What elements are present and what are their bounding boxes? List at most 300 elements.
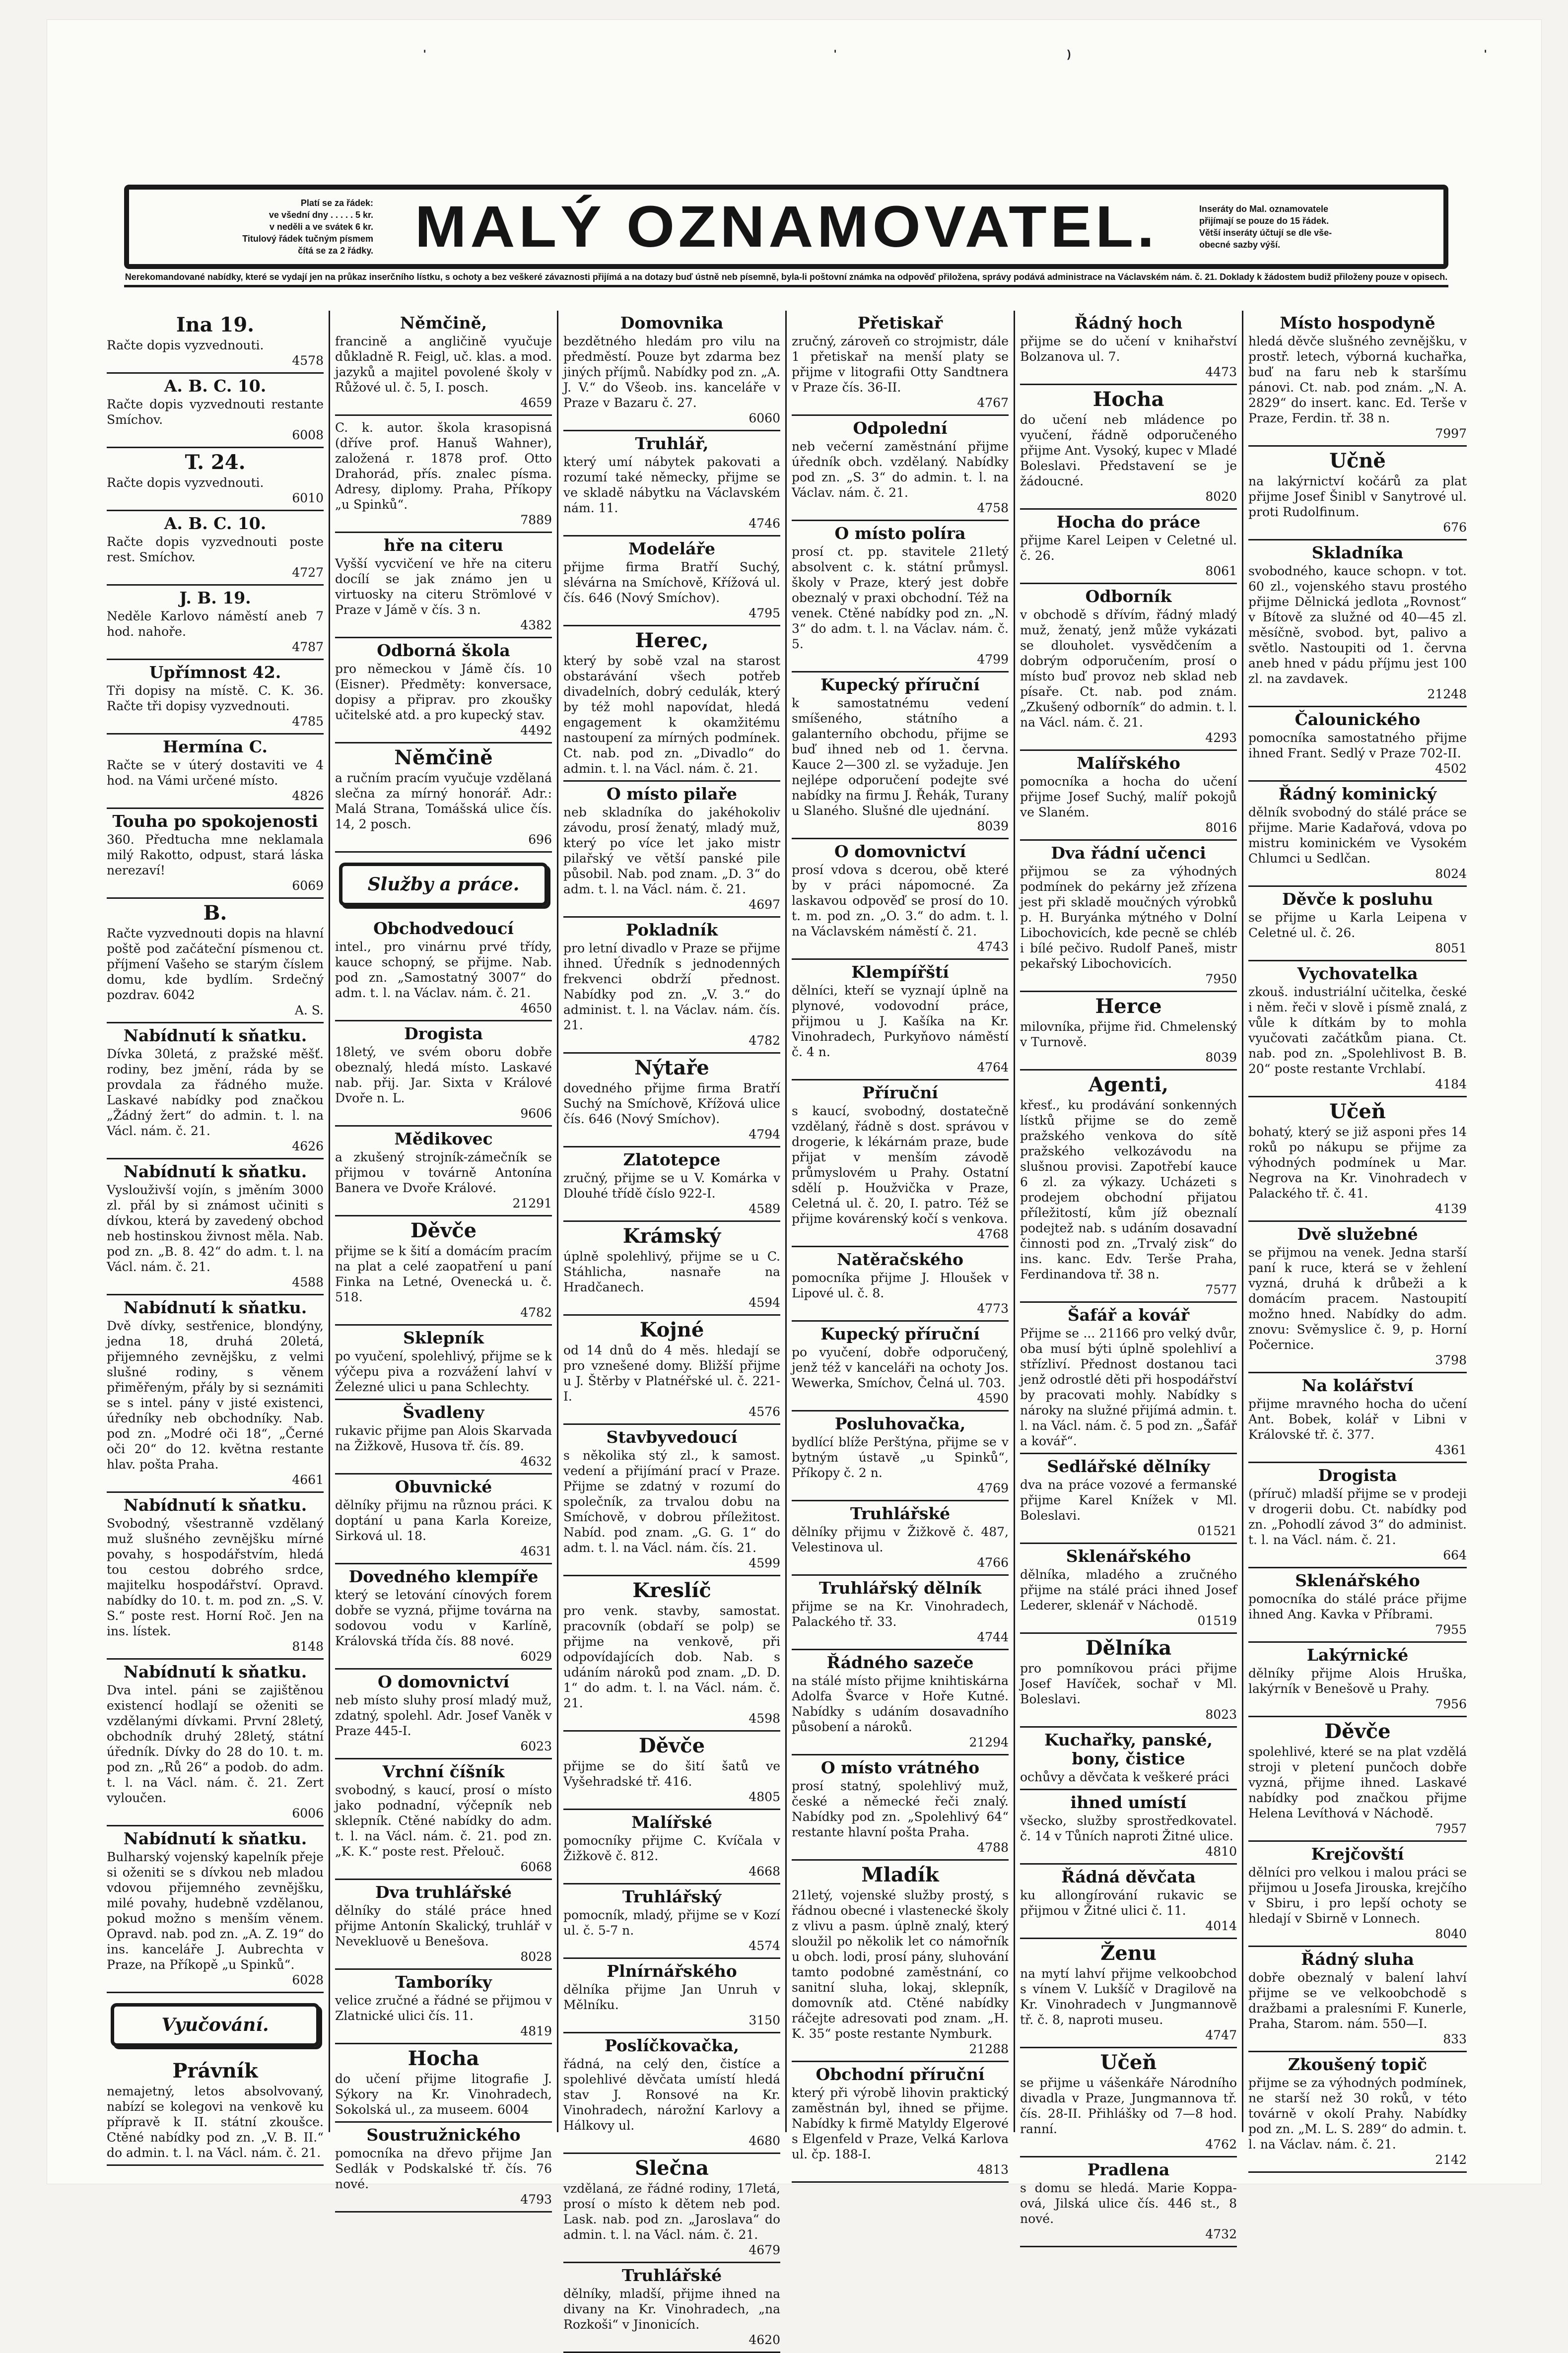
- classified-ad: [107, 311, 324, 374]
- ad-title: Obchodvedoucí: [373, 919, 514, 938]
- classified-ad: [1248, 1717, 1467, 1842]
- ad-reference-number: 4632: [520, 1454, 552, 1469]
- ad-body: Račte dopis vyzvednouti poste rest. Smíchov.: [107, 535, 324, 564]
- ad-reference-number: 8039: [1205, 1050, 1237, 1065]
- ad-reference-number: 4578: [292, 353, 324, 368]
- ad-body: intel., pro vinárnu prvé třídy, kauce schopný, se přijme. Nab. pod zn. „Samostatný 3007“ do adm. t. l. na Václav. nám. č. 21.: [335, 940, 552, 1000]
- classified-ad: [1248, 707, 1467, 782]
- ad-body: přijme se k šití a domácím pracím na plat a celé zaopatření u paní Finka na Letné, Ovenecká u. č. 518.: [335, 1244, 552, 1304]
- ad-title: Vrchní číšník: [382, 1762, 505, 1781]
- ad-reference-number: 6068: [520, 1860, 552, 1874]
- ad-body: na stálé místo přijme knihtiskárna Adolfa Švarce v Hoře Kutné. Nabídky s udáním dosavadního působení a nároků.: [792, 1674, 1009, 1734]
- classified-ad: [335, 311, 552, 416]
- ad-title: Učeň: [1329, 1100, 1386, 1123]
- ad-title: Dva truhlářské: [375, 1882, 512, 1902]
- ad-body: křesť., ku prodávání sonkenných lístků přijme se do země pražského venkova do sítě pražského velkozávodu na slušnou provisi. Zapotřebí kauce 6 zl. za výkazy. Ucházeti s prodejem obchodní přijatou příležitostí, kům jíž obeznalí podejtež nab. s udáním dosavadní činnosti pod zn. „Trvalý zisk“ do ins. kanc. Edv. Terše Praha, Ferdinandova tř. 38 n.: [1020, 1098, 1237, 1281]
- ad-body: bydlící blíže Perštýna, přijme se v bytným ústavě „u Spinků“, Příkopy č. 2 n.: [792, 1435, 1009, 1480]
- print-mark: ': [1484, 48, 1487, 60]
- ad-title: Nabídnutí k sňatku.: [123, 1162, 307, 1181]
- classified-ad: [335, 1564, 552, 1670]
- ad-reference-number: 696: [528, 832, 552, 847]
- ad-title: Děvče: [410, 1219, 477, 1242]
- ad-reference-number: 4598: [749, 1711, 780, 1726]
- ad-reference-number: 8051: [1435, 941, 1467, 955]
- ad-title: Ženu: [1100, 1942, 1157, 1965]
- classified-ad: [335, 533, 552, 638]
- ad-reference-number: 6006: [292, 1806, 324, 1820]
- ad-reference-number: 7957: [1435, 1821, 1467, 1836]
- ad-title: Truhlářský dělník: [819, 1578, 981, 1598]
- ad-title: ihned umístí: [1070, 1793, 1187, 1812]
- ad-title: Řádný sluha: [1301, 1950, 1414, 1969]
- ad-body: pomocníka přijme J. Hloušek v Lipové ul. č. 8.: [792, 1271, 1009, 1300]
- ad-body: do učení přijme litografie J. Sýkory na Kr. Vinohradech, Sokolská ul., za museem. 6004: [335, 2072, 552, 2117]
- classified-ad: [563, 1054, 780, 1147]
- ad-title: O místo políra: [834, 524, 966, 543]
- ad-title: Lakýrnické: [1306, 1645, 1409, 1665]
- ad-body: vzdělaná, ze řádné rodiny, 17letá, prosí o místo k dětem neb pod. Lask. nab. pod zn. „Jaroslava“ do admin. t. l. na Václ. nám. č. 21.: [563, 2181, 780, 2242]
- ad-title: O domovnictví: [378, 1672, 509, 1691]
- ad-title: B.: [203, 901, 227, 925]
- ad-reference-number: 4139: [1435, 1202, 1467, 1216]
- masthead: [124, 185, 1448, 269]
- ad-body: Bulharský vojenský kapelník přeje si oženiti se s dívkou neb mladou vdovou přijemného zevnějšku, milé povahy, hudebně vzdělanou, pokud možno s menším věnem. Opravd. nab. pod zn. „A. Z. 19“ do ins. kanceláře J. Aubrechta v Praze, na Příkopě „u Spinků“.: [107, 1850, 324, 1972]
- ad-reference-number: 4813: [977, 2162, 1009, 2177]
- ad-title: Odborník: [1085, 587, 1172, 606]
- ad-reference-number: 8023: [1205, 1707, 1237, 1722]
- classified-ad: [335, 1670, 552, 1759]
- classified-ad: [335, 1326, 552, 1400]
- classified-ad: [1020, 1634, 1237, 1728]
- classified-ad: [335, 2123, 552, 2213]
- ad-reference-number: 4680: [749, 2134, 780, 2148]
- classified-ad: [563, 1576, 780, 1732]
- ad-title: Malířského: [1077, 753, 1180, 773]
- ad-body: svobodného, kauce schopn. v tot. 60 zl., vojenského stavu prostého přijme Dělnická jedlota „Rovnost“ v Bítově za služné od 40—45 zl. měsíčně, svobod. byt, palivo a světlo. Nastoupiti od 1. června aneb hned v pádu příjmu jest 100 zl. na zavdavek.: [1248, 564, 1467, 686]
- classified-ad: [1020, 1790, 1237, 1865]
- ad-body: bohatý, který se již asponi přes 14 roků po nákupu se přijme za výhodných podmínek u Mar. Negrova na Kr. Vinohradech v Palackého tř. č. 41.: [1248, 1125, 1467, 1201]
- classified-ad: [792, 311, 1009, 416]
- ad-body: k samostatnému vedení smíšeného, státního a galanterního obchodu, přijme se buď ihned neb od 1. června. Kauce 2—300 zl. se vyžaduje. Jen nejlépe odporučení podejte své nabídky na firmu J. Řehák, Turany u Slaného. Slušné dle ujednání.: [792, 696, 1009, 818]
- classified-ad: [1248, 447, 1467, 540]
- classified-ad: [335, 416, 552, 533]
- classified-ad: [1248, 961, 1467, 1097]
- classified-ad: [1020, 1939, 1237, 2048]
- classifieds-columns: [102, 311, 1472, 2347]
- ad-reference-number: 4785: [292, 714, 324, 729]
- ad-reference-number: 2142: [1435, 2152, 1467, 2167]
- ad-body: pro letní divadlo v Praze se přijme ihned. Úředník s jednodenných frekvenci obdrží přednost. Nabídky pod zn. „V. 3.“ do administ. t. l. na Václav. nám. čís. 21.: [563, 941, 780, 1032]
- ad-reference-number: 4631: [520, 1544, 552, 1558]
- classified-ad: [107, 511, 324, 586]
- ad-title: Nabídnutí k sňatku.: [123, 1495, 307, 1515]
- ad-reference-number: 21248: [1427, 687, 1467, 701]
- classified-ad: [1020, 311, 1237, 385]
- ad-reference-number: 4810: [1205, 1844, 1237, 1859]
- ad-reference-number: 7950: [1205, 972, 1237, 986]
- classified-ad: [1020, 584, 1237, 751]
- classified-ad: [335, 743, 552, 853]
- ad-reference-number: 676: [1443, 520, 1467, 535]
- ad-body: Přijme se ... 21166 pro velký dvůr, oba musí býti úplně spolehliví a střízliví. Přednost dostanou taci jenž odrostlé děti při hospodářství by pracovati mohly. Nabídky s nároky na služné přijímá admin. t. l. na Václ. nám. č. 5 pod zn. „Šafář a kovář“.: [1020, 1326, 1237, 1448]
- print-mark: ': [423, 48, 426, 60]
- ad-title: Němčině,: [400, 313, 487, 333]
- classified-ad: [792, 839, 1009, 960]
- ad-body: pro pomníkovou práci přijme Josef Havíček, sochař v Ml. Boleslavi.: [1020, 1661, 1237, 1706]
- ad-title: Němčině: [394, 746, 493, 769]
- classified-ad: [1020, 1454, 1237, 1544]
- ad-body: všecko, služby sprostředkovatel. č. 14 v Tůních naproti Žitné ulice.: [1020, 1814, 1237, 1843]
- ad-reference-number: 4782: [749, 1033, 780, 1048]
- print-mark: ': [834, 48, 837, 60]
- classified-ad: [563, 1316, 780, 1425]
- classified-ad: [107, 586, 324, 660]
- masthead-pricing-note: Platí se za řádek: ve všední dny . . . . . 5 kr. v neděli a ve svátek 6 kr. Titulový řádek tučným písmem čítá se za 2 řádky.: [242, 198, 373, 256]
- ad-reference-number: 6008: [292, 428, 324, 442]
- classified-ad: [792, 672, 1009, 839]
- ad-body: přijme Karel Leipen v Celetné ul. č. 26.: [1020, 533, 1237, 563]
- ad-title: Hocha: [408, 2047, 479, 2070]
- ad-body: pomocníka na dřevo přijme Jan Sedlák v Podskalské tř. čís. 76 nové.: [335, 2146, 552, 2191]
- ad-body: dělníka, mladého a zručného přijme na stálé práci ihned Josef Lederer, sklenář v Náchodě.: [1020, 1567, 1237, 1613]
- ad-body: svobodný, s kaucí, prosí o místo jako podnadní, výčepník neb sklepník. Ctěné nabídky do adm. t. l. na Václ. nám. č. 21. pod zn. „K. K.“ poste rest. Přelouč.: [335, 1783, 552, 1859]
- ad-body: Dívka 30letá, z pražské měšť. rodiny, bez jmění, ráda by se provdala za řádného muže. Laskavé nabídky pod značkou „Žádný žert“ do admin. t. l. na Václ. nám. č. 21.: [107, 1047, 324, 1138]
- ad-body: úplně spolehlivý, přijme se u C. Stáhlicha, nasnaře na Hradčanech.: [563, 1249, 780, 1294]
- ad-title: Hermína C.: [162, 737, 268, 756]
- ad-reference-number: 4697: [749, 897, 780, 912]
- ad-reference-number: 664: [1443, 1548, 1467, 1562]
- ad-reference-number: 4732: [1205, 2227, 1237, 2241]
- ad-title: Děvče: [638, 1734, 705, 1757]
- ad-body: dělníci pro velkou i malou práci se přijmou u Josefa Jirouska, krejčího v Sbiru, i pro lepší ochoty se hledají v Sbirně v Lonnech.: [1248, 1865, 1467, 1926]
- ad-title: Krámský: [622, 1224, 721, 1248]
- ad-body: 21letý, vojenské služby prostý, s řádnou obecné i vlastenecké školy z vlivu a pasm. úplně znalý, který sloužil po několik let co námořník u obch. lodi, prosí pány, sluhování tamto podobné zaměstnání, co sanitní sluha, lokaj, sklepník, domovník atd. Ctěné nabídky ráčejte adresovati pod znam. „H. K. 35“ poste restante Nymburk.: [792, 1888, 1009, 2041]
- ad-reference-number: 4773: [977, 1301, 1009, 1316]
- ad-body: od 14 dnů do 4 měs. hledají se pro vznešené domy. Bližší přijme u J. Štěrby v Platnéřské ul. č. 221-I.: [563, 1343, 780, 1404]
- ad-title: Příruční: [862, 1083, 938, 1102]
- ad-reference-number: 6029: [520, 1649, 552, 1664]
- ad-reference-number: 4659: [520, 396, 552, 410]
- ad-reference-number: 4590: [977, 1391, 1009, 1406]
- ad-reference-number: 4805: [749, 1790, 780, 1804]
- classified-ad: [563, 782, 780, 918]
- ad-reference-number: 21291: [512, 1196, 552, 1210]
- ad-body: dělníky přijmu na různou práci. K doptání u pana Karla Koreize, Sirková ul. 18.: [335, 1498, 552, 1543]
- ad-title: O místo vrátného: [820, 1758, 980, 1777]
- ad-body: ochůvy a děvčata k veškeré práci: [1020, 1770, 1229, 1784]
- ad-reference-number: 4787: [292, 640, 324, 654]
- classified-ad: [563, 1884, 780, 1959]
- ad-body: s několika stý zl., k samost. vedení a přijímání prací v Praze. Přijme se zdatný v rozumí do společník, za trvalou dobu na Smíchově, v dobrou příležitost. Nabíd. pod znam. „G. G. 1“ do adm. t. l. na Václ. nám. čís. 21.: [563, 1448, 780, 1555]
- column-6: [1243, 311, 1472, 2167]
- ad-body: a zkušený strojník-zámečník se přijmou v továrně Antonína Banera ve Dvoře Králové.: [335, 1150, 552, 1195]
- ad-reference-number: 4620: [749, 2333, 780, 2347]
- ad-reference-number: 7577: [1205, 1282, 1237, 1297]
- ad-body: prosí ct. pp. stavitele 21letý absolvent c. k. státní průmysl. školy v Praze, který jest dobře obeznalý v praxi obchodní. Též na venek. Ctěné nabídky pod zn. „N. 3“ do adm. t. l. na Václav. nám. č. 5.: [792, 544, 1009, 651]
- ad-title: Děvče k posluhu: [1282, 889, 1433, 909]
- ad-body: se přijmou na venek. Jedna starší paní k ruce, která se v žehlení vyzná, druhá k drůbeži a k domácím pracem. Nastoupití možno hned. Nabídky do adm. znovu: Svěmyslice č. 9, p. Horní Počernice.: [1248, 1245, 1467, 1352]
- ad-body: milovníka, přijme řid. Chmelenský v Turnově.: [1020, 1019, 1237, 1049]
- ad-body: Račte se v úterý dostaviti ve 4 hod. na Vámi určené místo.: [107, 758, 324, 788]
- ad-reference-number: 4743: [977, 940, 1009, 954]
- ad-body: prosí vdova s dcerou, obě které by v práci nápomocné. Za laskavou odpověď se prosí do 10. t. m. pod zn. „O. 3.“ do adm. t. l. na Václavském náměstí č. 21.: [792, 863, 1009, 939]
- column-4: [787, 311, 1015, 2177]
- classified-ad: [107, 1660, 324, 1826]
- ad-title: Učně: [1329, 449, 1386, 472]
- ad-title: Sklepník: [403, 1328, 484, 1347]
- ad-reference-number: 4473: [1205, 365, 1237, 379]
- classified-ad: [563, 431, 780, 537]
- ad-title: Hocha do práce: [1056, 512, 1201, 532]
- ad-reference-number: 4727: [292, 565, 324, 580]
- ad-title: Zlatotepce: [623, 1150, 721, 1169]
- ad-title: Herec,: [635, 629, 709, 652]
- ad-title: O domovnictví: [834, 842, 966, 861]
- ad-title: Dělníka: [1085, 1636, 1172, 1660]
- ad-body: C. k. autor. škola krasopisná (dříve prof. Hanuš Wahner), založená r. 1878 prof. Otto Drahorád, přís. znalec písma. Adresy, diplomy. Praha, Příkopy „u Spinků“.: [335, 420, 552, 512]
- ad-title: Nabídnutí k sňatku.: [123, 1298, 307, 1317]
- ad-body: nemajetný, letos absolvovaný, nabízí se kolegovi na venkově ku přípravě k II. státní zkoušce. Ctěné nabídky pod zn. „V. B. II.“ do admin. t. l. na Václ. nám. č. 21.: [107, 2084, 324, 2160]
- ad-title: Truhlářské: [621, 2266, 722, 2285]
- ad-reference-number: 4668: [749, 1864, 780, 1879]
- classified-ad: [792, 1322, 1009, 1412]
- ad-title: Dvě služebné: [1297, 1224, 1418, 1244]
- ad-reference-number: A. S.: [294, 1003, 324, 1017]
- ad-title: Kupecký příruční: [820, 1324, 980, 1344]
- ad-reference-number: 4589: [749, 1202, 780, 1216]
- ad-reference-number: 4795: [749, 606, 780, 620]
- classified-ad: [335, 1880, 552, 1970]
- ad-body: na lakýrnictví kočárů za plat přijme Josef Šinibl v Sanytrové ul. proti Rudolfinum.: [1248, 474, 1467, 519]
- classified-ad: [792, 521, 1009, 672]
- ad-reference-number: 8040: [1435, 1927, 1467, 1941]
- classified-ad: [792, 2062, 1009, 2183]
- ad-reference-number: 3798: [1435, 1353, 1467, 1367]
- ad-reference-number: 4594: [749, 1295, 780, 1310]
- ad-body: který by sobě vzal na starost obstarávání všech potřeb divadelních, dobrý cedulák, který by též mohl napovídat, hledá engagement k okamžitému nastoupení za mírných podmínek. Ct. nab. pod zn. „Divadlo“ do admin. t. l. na Václ. nám. č. 21.: [563, 654, 780, 776]
- ad-body: dva na práce vozové a fermanské přijme Karel Knížek v Ml. Boleslavi.: [1020, 1478, 1237, 1523]
- ad-title: Dva řádní učenci: [1051, 843, 1206, 863]
- ad-reference-number: 7955: [1435, 1622, 1467, 1637]
- ad-title: Upřímnost 42.: [149, 663, 281, 682]
- ad-title: Nabídnutí k sňatku.: [123, 1829, 307, 1848]
- ad-title: Mědikovec: [394, 1129, 493, 1148]
- ad-title: Čalounického: [1295, 710, 1421, 729]
- ad-reference-number: 4788: [977, 1840, 1009, 1855]
- ad-title: Švadleny: [403, 1403, 484, 1422]
- ad-reference-number: 4766: [977, 1555, 1009, 1570]
- classified-ad: [107, 899, 324, 1023]
- ad-body: (příruč) mladší přijme se v prodeji v drogerii dobu. Ct. nabídky pod zn. „Pohodlí závod 3“ do administ. t. l. na Václ. nám. č. 21.: [1248, 1486, 1467, 1547]
- classified-ad: [792, 1755, 1009, 1861]
- classified-ad: [107, 374, 324, 448]
- classified-ad: [1248, 887, 1467, 961]
- ad-title: Šafář a kovář: [1067, 1305, 1190, 1325]
- ad-reference-number: 4768: [977, 1227, 1009, 1241]
- ad-reference-number: 7889: [520, 513, 552, 527]
- ad-reference-number: 4650: [520, 1001, 552, 1015]
- classified-ad: [1248, 1222, 1467, 1373]
- classified-ad: [107, 1159, 324, 1295]
- ad-reference-number: 4794: [749, 1127, 780, 1142]
- classified-ad: [1020, 841, 1237, 992]
- ad-body: přijme se do šití šatů ve Vyšehradské tř. 416.: [563, 1759, 780, 1789]
- classified-ad: [107, 1493, 324, 1660]
- masthead-footer-note: Nerekomandované nabídky, které se vydají jen na průkaz inserčního lístku, s ochoty a bez veškeré závaznosti přijímá a na dotazy buď ústně neb písemně, byla-li poštovní známka na odpověď přiložena, správy podává administrace na Václavském nám. č. 21. Doklady k žádostem budiž přiloženy pouze v opisech.: [124, 269, 1448, 287]
- ad-title: Krejčovští: [1311, 1844, 1404, 1864]
- ad-body: se přijme u Karla Leipena v Celetné ul. č. 26.: [1248, 910, 1467, 940]
- ad-reference-number: 21294: [969, 1735, 1009, 1749]
- ad-title: Natěračského: [836, 1250, 964, 1269]
- ad-title: Dovedného klempíře: [348, 1567, 539, 1586]
- ad-body: na mytí lahví přijme velkoobchod s vínem V. Lukšíč v Dragilově na Kr. Vinohradech v Jungmannově tř. č. 8, naproti museu.: [1020, 1966, 1237, 2027]
- ad-title: Vychovatelka: [1297, 964, 1418, 983]
- ad-title: Slečna: [635, 2156, 709, 2180]
- ad-body: zručný, zároveň co strojmistr, dále 1 přetiskař na menší platy se přijme v litografii Otty Sandtnera v Praze čís. 36-II.: [792, 334, 1009, 395]
- classified-ad: [335, 916, 552, 1021]
- ad-body: Račte dopis vyzvednouti.: [107, 338, 264, 352]
- ad-title: Sklenářského: [1295, 1571, 1420, 1590]
- ad-reference-number: 4819: [520, 2024, 552, 2038]
- ad-body: pomocník, mladý, přijme se v Kozí ul. č. 5-7 n.: [563, 1908, 780, 1938]
- ad-title: Řádný kominický: [1278, 784, 1437, 804]
- ad-reference-number: 4679: [749, 2243, 780, 2257]
- classified-ad: [1248, 1097, 1467, 1222]
- ad-title: Pradlena: [1087, 2160, 1170, 2179]
- ad-body: 360. Předtucha mne neklamala milý Rakotto, odpust, stará láska nerezaví!: [107, 832, 324, 877]
- classified-ad: [563, 1732, 780, 1810]
- ad-reference-number: 4588: [292, 1275, 324, 1289]
- ad-reference-number: 4826: [292, 789, 324, 803]
- ad-body: Račte dopis vyzvednouti restante Smíchov.: [107, 397, 324, 427]
- classified-ad: [335, 1400, 552, 1475]
- ad-body: který se letování cínových forem dobře se vyzná, přijme továrna na sodovou vodu v Karlíně, Královská třída čís. 88 nové.: [335, 1588, 552, 1648]
- ad-title: Malířské: [631, 1813, 712, 1832]
- classified-ad: [792, 416, 1009, 521]
- classified-ad: [563, 918, 780, 1054]
- ad-reference-number: 4746: [749, 516, 780, 531]
- ad-reference-number: 8024: [1435, 867, 1467, 881]
- classified-ad: [107, 2057, 324, 2166]
- classified-ad: [563, 2033, 780, 2154]
- ad-reference-number: 833: [1443, 2032, 1467, 2046]
- ad-reference-number: 4576: [749, 1405, 780, 1419]
- classified-ad: [563, 1810, 780, 1884]
- ad-body: do učení neb mládence po vyučení, řádně odporučeného přijme Ant. Vysoký, kupec v Mladé Boleslavi. Představení se je žádoucné.: [1020, 412, 1237, 488]
- classified-ad: [107, 809, 324, 899]
- ad-body: dělníky přijme Alois Hruška, lakýrník v Benešově u Prahy.: [1248, 1666, 1467, 1696]
- ad-body: přijme se za výhodných podmínek, ne starší než 30 roků, v této továrně v okolí Prahy. Nabídky pod zn. „M. L. S. 289“ do admin. t. l. na Václav. nám. č. 21.: [1248, 2076, 1467, 2151]
- ad-title: Nýtaře: [634, 1056, 709, 1079]
- ad-reference-number: 4502: [1435, 761, 1467, 776]
- ad-reference-number: 4184: [1435, 1077, 1467, 1091]
- ad-reference-number: 4762: [1205, 2137, 1237, 2151]
- classified-ad: [792, 1576, 1009, 1650]
- ad-title: Sklenářského: [1066, 1546, 1191, 1566]
- ad-title: Domovnika: [620, 313, 724, 333]
- classified-ad: [563, 1959, 780, 2033]
- ad-title: Odpolední: [853, 418, 948, 438]
- ad-title: Modeláře: [628, 539, 715, 558]
- ad-body: Svobodný, všestranně vzdělaný muž slušného zevnějšku mírné povahy, s hospodářstvím, hledá tou cestou dobrého srdce, majitelku hospodářství. Opravd. nabídky do 10. t. m. pod zn. „S. V. S.“ poste rest. Horní Roč. Jen na ins. lístek.: [107, 1516, 324, 1638]
- classified-ad: [563, 537, 780, 626]
- ad-reference-number: 3150: [749, 2013, 780, 2027]
- ad-title: Kojné: [639, 1318, 704, 1342]
- ad-body: zručný, přijme se u V. Komárka v Dlouhé třídě číslo 922-I.: [563, 1171, 780, 1201]
- ad-title: Přetiskař: [857, 313, 943, 333]
- ad-reference-number: 4747: [1205, 2028, 1237, 2042]
- classified-ad: [335, 1475, 552, 1564]
- ad-reference-number: 4599: [749, 1556, 780, 1570]
- ad-body: 18letý, ve svém oboru dobře obeznalý, hledá místo. Laskavé nab. přij. Jar. Sixta v Králové Dvoře n. L.: [335, 1045, 552, 1105]
- ad-title: A. B. C. 10.: [164, 376, 267, 396]
- ad-body: neb místo sluhy prosí mladý muž, zdatný, spolehl. Adr. Josef Vaněk v Praze 445-I.: [335, 1693, 552, 1738]
- ad-reference-number: 01519: [1197, 1613, 1237, 1628]
- classified-ad: [1248, 1568, 1467, 1643]
- ad-title: Truhlářské: [850, 1504, 951, 1523]
- ad-body: přijme firma Bratří Suchý, slévárna na Smíchově, Křížová ul. čís. 646 (Nový Smíchov).: [563, 560, 780, 605]
- ad-reference-number: 4492: [520, 723, 552, 738]
- print-mark: ): [1067, 48, 1071, 60]
- section-heading-services: Služby a práce.: [339, 863, 548, 906]
- classified-ad: [335, 2044, 552, 2123]
- ad-body: pomocníka do stálé práce přijme ihned Ang. Kavka v Příbrami.: [1248, 1592, 1467, 1621]
- ad-title: Na kolářství: [1301, 1376, 1414, 1395]
- classified-ad: [563, 1222, 780, 1316]
- ad-title: Řádného sazeče: [826, 1653, 974, 1672]
- classified-ad: [1020, 1071, 1237, 1303]
- ad-body: přijme mravného hocha do učení Ant. Bobek, kolář v Libni v Královské tř. č. 377.: [1248, 1397, 1467, 1442]
- ad-reference-number: 4767: [977, 396, 1009, 410]
- ad-reference-number: 9606: [520, 1106, 552, 1121]
- ad-body: francině a angličině vyučuje důkladně R. Feigl, uč. klas. a mod. jazyků a majitel povolené školy v Růžové ul. č. 5, I. posch.: [335, 334, 552, 395]
- classified-ad: [1248, 2052, 1467, 2173]
- classified-ad: [107, 1826, 324, 1993]
- ad-title: Řádný hoch: [1074, 313, 1183, 333]
- ad-reference-number: 4782: [520, 1305, 552, 1320]
- column-2: [330, 311, 558, 2207]
- classified-ad: [335, 638, 552, 743]
- classified-ad: [335, 1759, 552, 1880]
- ad-title: Učeň: [1100, 2051, 1157, 2074]
- column-3: [558, 311, 787, 2347]
- ad-body: který umí nábytek pakovati a rozumí také německy, přijme se ve skladě nábytku na Václavském nám. 11.: [563, 455, 780, 515]
- ad-title: J. B. 19.: [179, 588, 251, 607]
- ad-body: dobře obeznalý v balení lahví přijme se ve velkoobchodě s dražbami a pralesními F. Kunerle, Praha, Starom. nám. 550—I.: [1248, 1970, 1467, 2031]
- ad-body: pro německou v Jámě čís. 10 (Eisner). Předměty: konversace, dopisy a připrav. pro zkoušky učitelské atd. a pro kupecký stav.: [335, 662, 552, 722]
- ad-body: pomocníky přijme C. Kvíčala v Žižkově č. 812.: [563, 1833, 780, 1863]
- classified-ad: [1020, 510, 1237, 584]
- classified-ad: [1248, 311, 1467, 447]
- ad-reference-number: 6069: [292, 878, 324, 893]
- classified-ad: [563, 311, 780, 431]
- classified-ad: [335, 1216, 552, 1326]
- ad-title: Kupecký příruční: [820, 675, 980, 694]
- ad-body: s domu se hledá. Marie Koppa-ová, Jilská ulice čís. 446 st., 8 nové.: [1020, 2181, 1237, 2226]
- ad-body: přijme se do učení v knihařství Bolzanova ul. 7.: [1020, 334, 1237, 364]
- classified-ad: [1020, 992, 1237, 1071]
- classified-ad: [107, 448, 324, 511]
- classified-ad: [1020, 1303, 1237, 1454]
- ad-body: po vyučení, dobře odporučený, jenž též v kanceláři na ochoty Jos. Wewerka, Smíchov, Čelná ul. 703.: [792, 1345, 1009, 1390]
- ad-reference-number: 01521: [1197, 1524, 1237, 1538]
- ad-reference-number: 4799: [977, 652, 1009, 667]
- ad-body: dovedného přijme firma Bratří Suchý na Smíchově, Křížová ulice čís. 646 (Nový Smíchov).: [563, 1081, 780, 1126]
- classified-ad: [107, 1023, 324, 1159]
- classified-ad: [1020, 1728, 1237, 1790]
- ad-body: neb večerní zaměstnání přijme úředník obch. vzdělaný. Nabídky pod zn. „S. 3“ do admin. t. l. na Václav. nám. č. 21.: [792, 439, 1009, 500]
- ad-title: Kuchařky, panské, bony, čistice: [1044, 1730, 1213, 1768]
